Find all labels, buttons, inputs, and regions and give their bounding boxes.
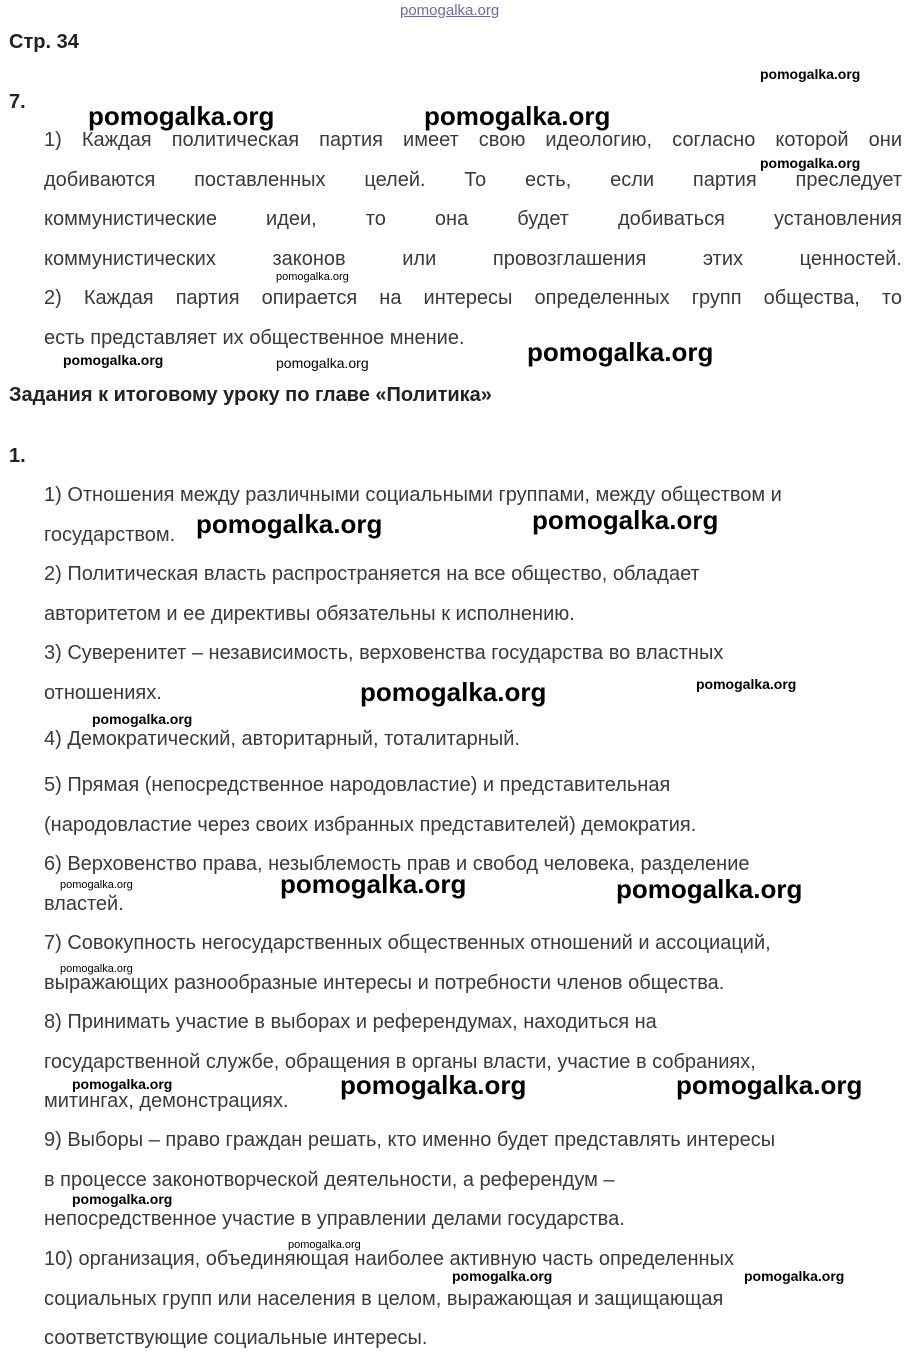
- watermark: pomogalka.org: [280, 869, 467, 899]
- watermark: pomogalka.org: [276, 355, 369, 371]
- text-line: митингах, демонстрациях.: [44, 1090, 289, 1112]
- page-label: Стр. 34: [9, 31, 79, 53]
- watermark: pomogalka.org: [760, 66, 861, 82]
- watermark: pomogalka.org: [744, 1268, 845, 1284]
- task-number-7: 7.: [9, 91, 26, 113]
- text-line: добиваются поставленных целей. То есть, если партия преследует: [44, 168, 902, 191]
- watermark: pomogalka.org: [616, 874, 803, 904]
- watermark: pomogalka.org: [60, 879, 133, 891]
- text-line: государственной службе, обращения в органы власти, участие в собраниях,: [44, 1050, 756, 1073]
- text-line: непосредственное участие в управлении делами государства.: [44, 1208, 625, 1230]
- text-line: 1) Каждая политическая партия имеет свою идеологию, согласно которой они: [44, 129, 902, 151]
- watermark: pomogalka.org: [527, 337, 714, 367]
- watermark: pomogalka.org: [532, 505, 719, 535]
- watermark: pomogalka.org: [63, 352, 164, 368]
- text-line: социальных групп или населения в целом, выражающая и защищающая: [44, 1287, 724, 1310]
- watermark: pomogalka.org: [760, 155, 861, 171]
- answer-8: [44, 1003, 756, 1122]
- answer-9: [44, 1121, 775, 1240]
- watermark: pomogalka.org: [696, 676, 797, 692]
- site-header-link[interactable]: pomogalka.org: [400, 2, 500, 19]
- watermark: pomogalka.org: [340, 1070, 527, 1100]
- text-line: выражающих разнообразные интересы и потребности членов общества.: [44, 971, 725, 994]
- watermark: pomogalka.org: [424, 101, 611, 131]
- watermark: pomogalka.org: [92, 711, 193, 727]
- text-line: властей.: [44, 892, 124, 915]
- task-number-1: 1.: [9, 445, 26, 467]
- text-line: государством.: [44, 523, 176, 546]
- text-line: 8) Принимать участие в выборах и референдумах, находиться на: [44, 1011, 657, 1033]
- text-line: 2) Каждая партия опирается на интересы определенных групп общества, то: [44, 287, 902, 309]
- text-line: авторитетом и ее директивы обязательны к исполнению.: [44, 602, 575, 625]
- text-line: 6) Верховенство права, незыблемость прав и свобод человека, разделение: [44, 853, 750, 875]
- text-line: (народовластие через своих избранных представителей) демократия.: [44, 813, 697, 836]
- task7-paragraph-1: [44, 121, 902, 279]
- watermark: pomogalka.org: [196, 509, 383, 539]
- text-line: в процессе законотворческой деятельности, а референдум –: [44, 1168, 615, 1191]
- task7-paragraph-2: [44, 279, 902, 358]
- watermark: pomogalka.org: [276, 271, 349, 283]
- text-line: есть представляет их общественное мнение.: [44, 326, 465, 349]
- text-line: 2) Политическая власть распространяется на все общество, обладает: [44, 563, 700, 585]
- text-line: 4) Демократический, авторитарный, тоталитарный.: [44, 728, 520, 750]
- text-line: соответствующие социальные интересы.: [44, 1327, 428, 1349]
- watermark: pomogalka.org: [288, 1239, 361, 1251]
- answer-7: [44, 924, 771, 1003]
- answer-10: [44, 1240, 734, 1359]
- watermark: pomogalka.org: [88, 101, 275, 131]
- answer-2: [44, 555, 700, 634]
- watermark: pomogalka.org: [452, 1268, 553, 1284]
- text-line: коммунистических законов или провозглашения этих ценностей.: [44, 247, 902, 270]
- section-title: Задания к итоговому уроку по главе «Политика»: [9, 384, 492, 406]
- answer-5: [44, 766, 696, 845]
- text-line: отношениях.: [44, 681, 162, 704]
- text-line: 3) Суверенитет – независимость, верховенства государства во властных: [44, 642, 724, 664]
- watermark: pomogalka.org: [60, 963, 133, 975]
- watermark: pomogalka.org: [360, 677, 547, 707]
- text-line: 1) Отношения между различными социальными группами, между обществом и: [44, 484, 782, 506]
- watermark: pomogalka.org: [676, 1070, 863, 1100]
- text-line: 5) Прямая (непосредственное народовластие) и представительная: [44, 774, 671, 796]
- text-line: коммунистические идеи, то она будет добиваться установления: [44, 208, 902, 230]
- text-line: 10) организация, объединяющая наиболее активную часть определенных: [44, 1248, 734, 1270]
- watermark: pomogalka.org: [72, 1076, 173, 1092]
- text-line: 9) Выборы – право граждан решать, кто именно будет представлять интересы: [44, 1129, 776, 1151]
- watermark: pomogalka.org: [72, 1191, 173, 1207]
- text-line: 7) Совокупность негосударственных общественных отношений и ассоциаций,: [44, 932, 771, 954]
